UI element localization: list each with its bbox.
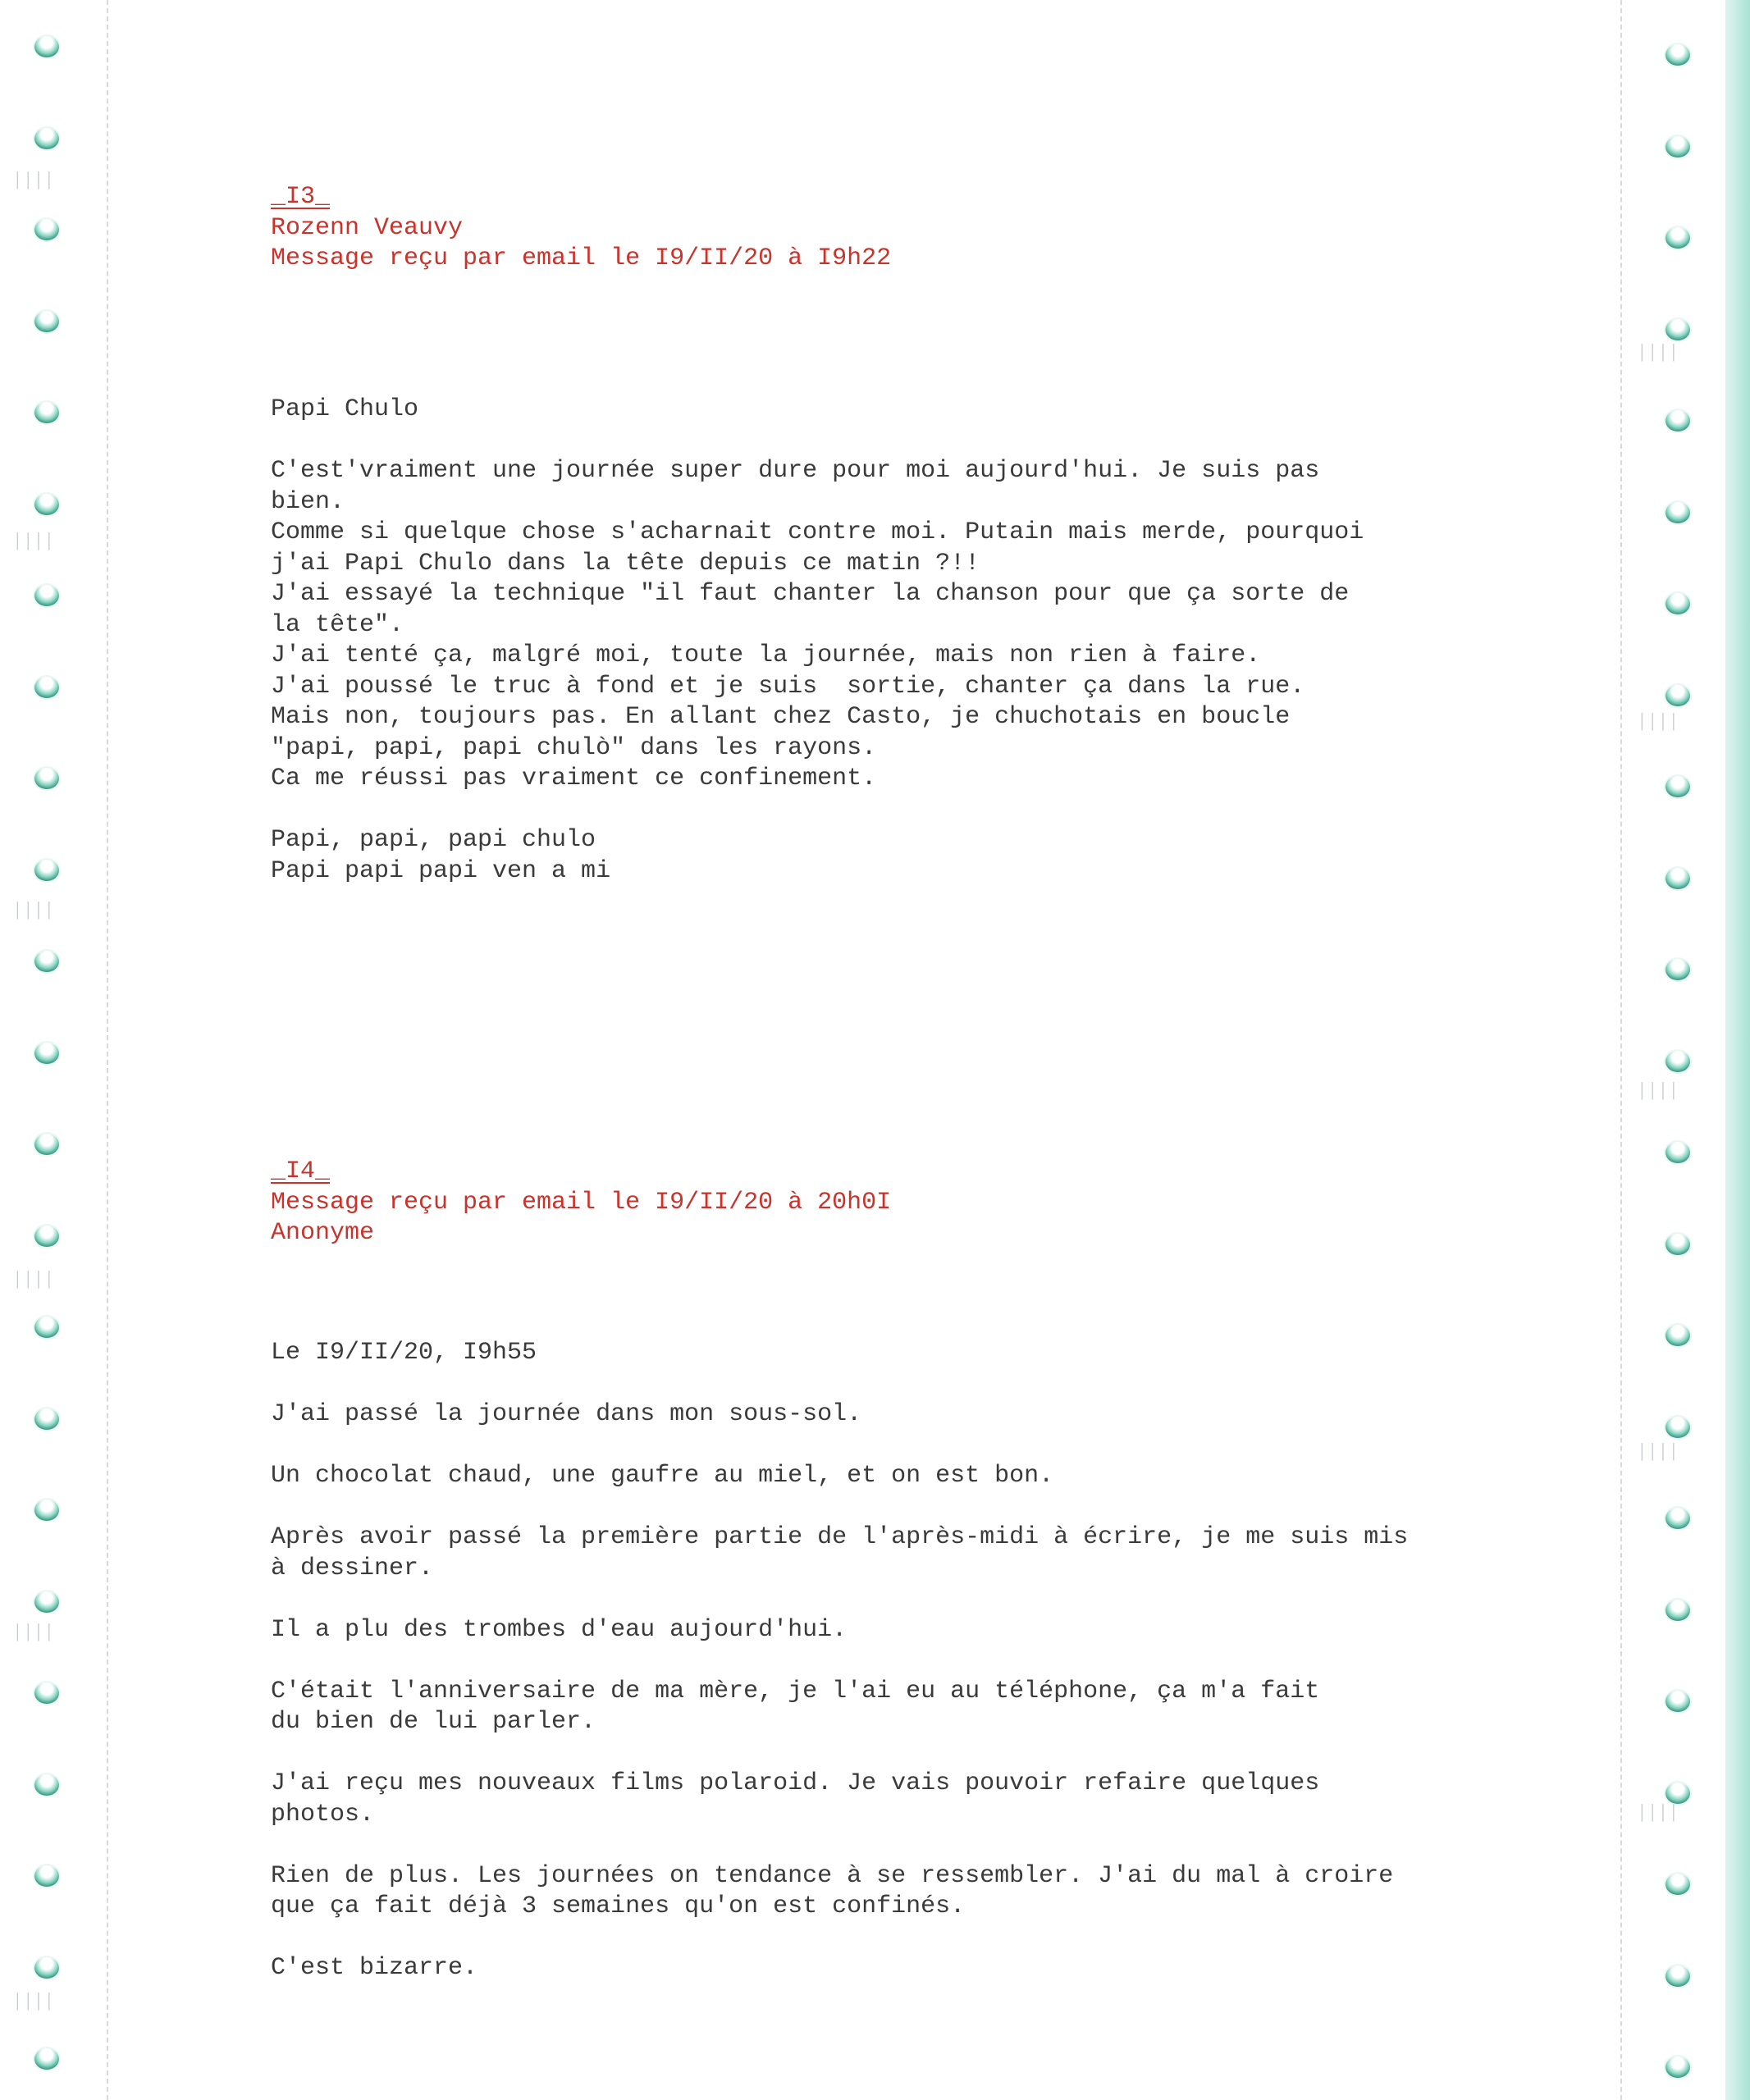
text-line: que ça fait déjà 3 semaines qu'on est confinés.	[271, 1892, 966, 1920]
text-line: bien.	[271, 487, 345, 516]
sprocket-hole-icon	[1665, 1600, 1690, 1621]
entry-title: Papi Chulo	[271, 395, 419, 423]
text-line: à dessiner.	[271, 1554, 434, 1582]
text-line: Il a plu des trombes d'eau aujourd'hui.	[271, 1615, 848, 1644]
perforation-mark: ││││	[1638, 714, 1680, 731]
text-line: J'ai passé la journée dans mon sous-sol.	[271, 1400, 862, 1428]
sprocket-hole-icon	[1665, 319, 1690, 340]
sprocket-hole-icon	[34, 1774, 59, 1796]
sprocket-hole-icon	[1665, 410, 1690, 431]
sprocket-hole-icon	[1665, 1325, 1690, 1346]
sprocket-hole-icon	[34, 311, 59, 332]
paragraph	[271, 1399, 1518, 1431]
sprocket-hole-icon	[1665, 776, 1690, 797]
sprocket-hole-icon	[34, 1226, 59, 1247]
text-line: "papi, papi, papi chulò" dans les rayons.	[271, 733, 877, 762]
sprocket-hole-icon	[1665, 44, 1690, 66]
entry-14-body	[271, 1338, 1518, 1984]
text-line: du bien de lui parler.	[271, 1708, 596, 1736]
entry-number: _I3_	[271, 183, 331, 211]
sprocket-hole-icon	[34, 2048, 59, 2070]
perforation-mark: ││││	[13, 172, 56, 189]
paper-edge	[1725, 0, 1750, 2100]
sprocket-hole-icon	[1665, 1051, 1690, 1072]
paragraph	[271, 1769, 1518, 1830]
sprocket-hole-icon	[34, 860, 59, 881]
text-line: J'ai essayé la technique "il faut chanter la chanson pour que ça sorte de	[271, 580, 1350, 608]
text-line: C'est'vraiment une journée super dure pour moi aujourd'hui. Je suis pas	[271, 457, 1320, 485]
perforation-mark: ││││	[1638, 345, 1680, 362]
text-line: C'était l'anniversaire de ma mère, je l'ai eu au téléphone, ça m'a fait	[271, 1677, 1320, 1705]
sprocket-hole-icon	[1665, 502, 1690, 523]
text-line: Papi papi papi ven a mi	[271, 856, 611, 885]
sprocket-hole-icon	[1665, 959, 1690, 980]
paragraph	[271, 825, 1518, 887]
sprocket-hole-icon	[34, 402, 59, 423]
paragraph	[271, 1615, 1518, 1646]
text-line: J'ai reçu mes nouveaux films polaroid. Je vais pouvoir refaire quelques	[271, 1769, 1320, 1797]
paragraph	[271, 1861, 1518, 1923]
entry-13-body	[271, 395, 1518, 887]
entry-13	[271, 182, 1518, 275]
sprocket-hole-icon	[34, 1134, 59, 1155]
entry-author: Anonyme	[271, 1219, 375, 1247]
entry-date: Le I9/II/20, I9h55	[271, 1339, 537, 1367]
sprocket-hole-icon	[34, 1043, 59, 1064]
entry-author: Rozenn Veauvy	[271, 213, 464, 242]
sprocket-hole-icon	[1665, 1874, 1690, 1895]
text-line: Rien de plus. Les journées on tendance à se ressembler. J'ai du mal à croire	[271, 1861, 1394, 1890]
sprocket-hole-icon	[1665, 1234, 1690, 1255]
sprocket-hole-icon	[1665, 1417, 1690, 1438]
perforation-mark: ││││	[13, 1993, 56, 2011]
text-line: Après avoir passé la première partie de l'après-midi à écrire, je me suis mis	[271, 1523, 1409, 1551]
sprocket-hole-icon	[34, 585, 59, 606]
text-line: J'ai tenté ça, malgré moi, toute la journée, mais non rien à faire.	[271, 641, 1261, 669]
text-line: Un chocolat chaud, une gaufre au miel, et on est bon.	[271, 1462, 1054, 1490]
sprocket-hole-icon	[34, 36, 59, 57]
sprocket-hole-icon	[34, 128, 59, 149]
sprocket-hole-icon	[1665, 136, 1690, 158]
paragraph	[271, 456, 1518, 795]
sprocket-hole-icon	[34, 1408, 59, 1430]
sprocket-hole-icon	[34, 1500, 59, 1521]
entry-number: _I4_	[271, 1157, 331, 1185]
sprocket-hole-icon	[34, 1317, 59, 1338]
sprocket-hole-icon	[34, 494, 59, 515]
entry-14	[271, 1157, 1518, 1249]
sprocket-hole-icon	[1665, 1142, 1690, 1163]
text-line: photos.	[271, 1800, 375, 1828]
sprocket-hole-icon	[1665, 1691, 1690, 1712]
text-line: J'ai poussé le truc à fond et je suis sortie, chanter ça dans la rue.	[271, 672, 1305, 701]
sprocket-hole-icon	[1665, 1783, 1690, 1804]
perforation-mark: ││││	[13, 1271, 56, 1289]
sprocket-hole-icon	[34, 219, 59, 240]
sprocket-hole-icon	[1665, 1508, 1690, 1529]
entry-received-line: Message reçu par email le I9/II/20 à 20h0I	[271, 1188, 892, 1217]
perforation-mark: ││││	[1638, 1444, 1680, 1461]
paragraph	[271, 1522, 1518, 1584]
perforation-mark: ││││	[13, 1624, 56, 1641]
sprocket-hole-icon	[34, 951, 59, 972]
sprocket-hole-icon	[1665, 685, 1690, 706]
sprocket-hole-icon	[1665, 1965, 1690, 1987]
sprocket-hole-icon	[34, 1865, 59, 1887]
sprocket-hole-icon	[34, 677, 59, 698]
perforation-mark: ││││	[1638, 1083, 1680, 1100]
paragraph	[271, 1461, 1518, 1492]
sprocket-hole-icon	[34, 1957, 59, 1979]
perforation-mark: ││││	[13, 533, 56, 550]
sprocket-hole-icon	[34, 1682, 59, 1704]
text-line: Ca me réussi pas vraiment ce confinement.	[271, 765, 877, 792]
text-line: C'est bizarre.	[271, 1954, 478, 1982]
sprocket-hole-icon	[1665, 227, 1690, 249]
sprocket-hole-icon	[1665, 2057, 1690, 2078]
text-line: la tête".	[271, 610, 404, 639]
perforation-mark: ││││	[1638, 1805, 1680, 1822]
sprocket-hole-icon	[1665, 868, 1690, 889]
text-line: Mais non, toujours pas. En allant chez Casto, je chuchotais en boucle	[271, 703, 1291, 731]
text-line: Comme si quelque chose s'acharnait contre moi. Putain mais merde, pourquoi	[271, 518, 1364, 546]
perforation-mark: ││││	[13, 902, 56, 920]
text-line: Papi, papi, papi chulo	[271, 826, 596, 854]
sprocket-hole-icon	[34, 1591, 59, 1613]
sprocket-hole-icon	[1665, 593, 1690, 614]
paragraph	[271, 1677, 1518, 1738]
entry-received-line: Message reçu par email le I9/II/20 à I9h22	[271, 244, 892, 272]
paragraph	[271, 1953, 1518, 1984]
text-line: j'ai Papi Chulo dans la tête depuis ce matin ?!!	[271, 549, 980, 578]
sprocket-hole-icon	[34, 768, 59, 789]
